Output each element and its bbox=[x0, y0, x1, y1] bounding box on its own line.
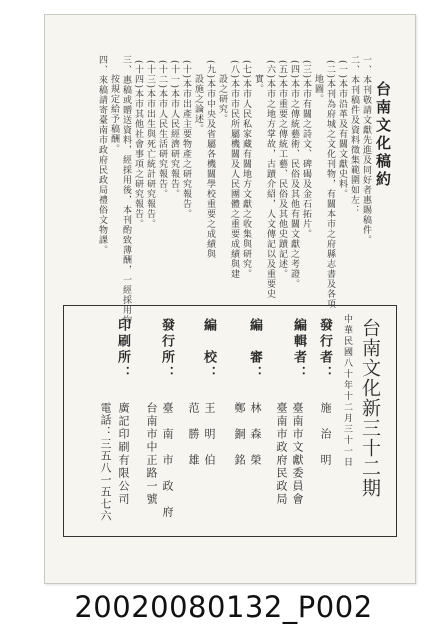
document-page bbox=[44, 14, 416, 584]
guidelines-title: 台南文化稿約 bbox=[374, 81, 392, 189]
guideline-line: (十)本市出產主要物產之研究報告。 bbox=[181, 60, 191, 220]
guideline-line: (二)本刊為府城之文化刊物，有關本市之府縣志書及各項 bbox=[325, 60, 335, 310]
image-caption: 20020080132_P002 bbox=[74, 590, 373, 624]
printer-line: 廣記印刷有限公司 bbox=[117, 402, 130, 506]
proofreading-label: 編 校： bbox=[201, 318, 216, 382]
issuer-label: 發行所： bbox=[159, 318, 174, 382]
printer-label: 印刷所： bbox=[115, 318, 130, 382]
guideline-line: (一)本市沿革及有關文獻史料。 bbox=[337, 60, 347, 200]
guideline-line: 二、本刊稿件及資料徵集範圍如左： bbox=[349, 55, 359, 215]
guideline-line: 設施之論述。 bbox=[193, 74, 203, 134]
review-label: 編 審： bbox=[247, 318, 262, 382]
guideline-line: (十二)本市人民生活研究報告。 bbox=[157, 60, 167, 200]
guideline-line: (六)本市之地方掌故，古蹟介紹，人文傳記以及重要史 bbox=[265, 60, 275, 300]
issuer-line: 臺 南 市 政 府 bbox=[161, 402, 174, 519]
guideline-line: 三、惠稿或贈送資料，經採用後，本刊酌致薄酬，一經採用均 bbox=[121, 55, 131, 325]
editor-line: 臺南市政府民政局 bbox=[275, 402, 288, 506]
guideline-line: 實。 bbox=[253, 74, 263, 94]
publisher-name: 施 治 明 bbox=[319, 402, 332, 467]
guideline-line: (十三)本市出生與死亡統計研究報告。 bbox=[145, 60, 155, 230]
proofreader-name: 范 勝 雄 bbox=[187, 402, 200, 467]
guideline-line: (四)本市之傳統藝術、民俗及其他有關文獻之考證。 bbox=[289, 60, 299, 290]
publication-date: 中華民國八十年十二月三十一日 bbox=[342, 314, 352, 468]
printer-line: 電話：三五八一五七六 bbox=[99, 402, 112, 522]
guideline-line: (十四)本市其他社會事項之研究報告。 bbox=[133, 60, 143, 230]
proofreader-name: 王 明 伯 bbox=[203, 402, 216, 467]
issuer-line: 台南市中正路一號 bbox=[145, 402, 158, 506]
guideline-line: 設之研究。 bbox=[217, 74, 227, 124]
issue-title: 台南文化新三十二期 bbox=[359, 318, 381, 498]
guideline-line: (九)本市中央及省屬各機關學校重要之成績與 bbox=[205, 60, 215, 260]
guideline-line: (七)本市人民私家藏有關地方文獻之收集與研究。 bbox=[241, 60, 251, 280]
guideline-line: 按規定給予稿酬。 bbox=[109, 74, 119, 154]
guideline-line: (十一)本市人民經濟研究報告。 bbox=[169, 60, 179, 200]
guideline-line: (八)本市市民所屬機關及人民團體之重要成績與建 bbox=[229, 60, 239, 280]
publisher-label: 發行者： bbox=[317, 318, 332, 382]
guideline-line: 一、本刊敬請文獻先進及同好者惠賜稿件。 bbox=[361, 55, 371, 245]
reviewer-name: 鄭 銅 銘 bbox=[233, 402, 246, 467]
guideline-line: (五)本市重要之傳統工藝、民俗及其他史蹟記述。 bbox=[277, 60, 287, 280]
editor-label: 編輯者： bbox=[291, 318, 306, 382]
reviewer-name: 林 森 榮 bbox=[249, 402, 262, 467]
editor-line: 臺南市文獻委員會 bbox=[291, 402, 304, 506]
guideline-line: 地圖。 bbox=[313, 74, 323, 104]
guideline-line: (三)本市有關之詩文、碑碣及金石拓片。 bbox=[301, 60, 311, 240]
colophon-box bbox=[63, 305, 397, 537]
guideline-line: 四、來稿請寄臺南市政府民政局禮俗文物課。 bbox=[97, 55, 107, 255]
